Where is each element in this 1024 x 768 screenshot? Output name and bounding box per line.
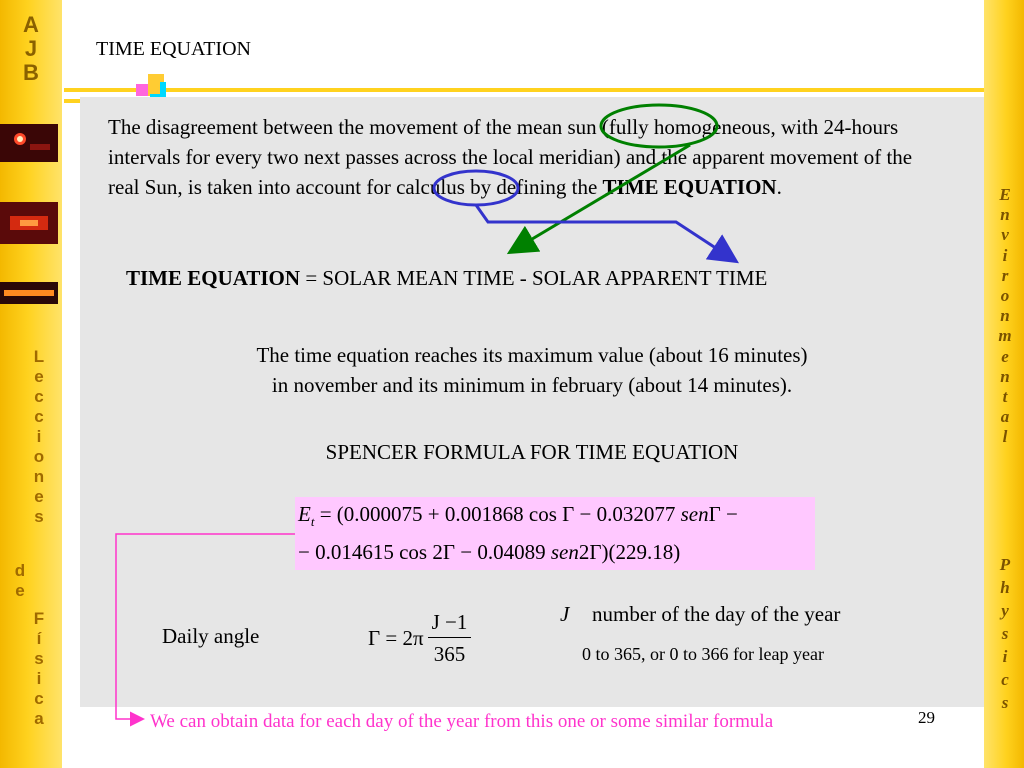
mean-sun-arrow <box>512 145 690 251</box>
j-range: 0 to 365, or 0 to 366 for leap year <box>582 644 824 664</box>
j-symbol: J <box>560 602 570 626</box>
vertical-letter: í <box>36 629 42 648</box>
formula-line-1-body: = (0.000075 + 0.001868 cos Γ − 0.032077 <box>314 502 681 526</box>
vertical-letter: a <box>1000 407 1010 427</box>
intro-bold-term: TIME EQUATION <box>602 175 777 199</box>
vertical-letter: c <box>34 407 44 426</box>
formula-line-1-end: Γ − <box>708 502 738 526</box>
spencer-formula-heading: SPENCER FORMULA FOR TIME EQUATION <box>325 440 739 464</box>
vertical-letter: i <box>36 427 42 446</box>
vertical-letter: i <box>36 669 42 688</box>
vertical-letter: n <box>1000 306 1010 326</box>
formula-sen-2: sen <box>550 540 579 564</box>
vertical-letter: m <box>998 326 1012 346</box>
vertical-letter: n <box>1000 366 1010 386</box>
vertical-letter: h <box>1000 578 1010 597</box>
vertical-letter: F <box>33 609 45 628</box>
vertical-letter: o <box>33 447 45 466</box>
daily-angle-label: Daily angle <box>162 624 260 648</box>
vertical-letter: E <box>999 185 1011 204</box>
vertical-letter: r <box>1001 265 1009 285</box>
daily-angle-lhs: Γ = 2π <box>368 626 424 650</box>
intro-period: . <box>776 175 782 199</box>
vertical-letter: e <box>1001 346 1009 366</box>
vertical-letter: s <box>1001 693 1009 712</box>
real-sun-highlight <box>434 171 518 205</box>
vertical-letter: c <box>34 387 44 406</box>
vertical-letter: d <box>14 561 26 580</box>
j-description: number of the day of the year <box>592 602 841 626</box>
vertical-letter: i <box>1002 245 1008 265</box>
vertical-letter: o <box>1000 285 1010 305</box>
formula-lhs-subscript: t <box>310 514 315 530</box>
formula-line-2-end: 2Γ)(229.18) <box>578 540 681 564</box>
vertical-letter: A <box>23 12 39 37</box>
formula-line-2-body: − 0.014615 cos 2Γ − 0.04089 <box>298 540 551 564</box>
fraction-denominator: 365 <box>433 642 466 666</box>
footnote: We can obtain data for each day of the year from this one or some similar formula <box>150 711 774 732</box>
vertical-letter: L <box>33 347 45 366</box>
vertical-letter: v <box>1001 225 1009 245</box>
vertical-letter: P <box>999 555 1011 574</box>
definition-term: TIME EQUATION <box>126 266 301 290</box>
mean-sun-highlight <box>601 105 717 147</box>
vertical-letter: B <box>23 60 39 85</box>
intro-text: The disagreement between the movement of the mean sun (fully homogeneous, with 24-hours intervals for every two next passes across the local meridian) and the apparent movement of the real Sun, is taken into account for calculus by defining the <box>108 115 913 199</box>
vertical-letter: e <box>34 487 44 506</box>
vertical-letter: c <box>34 689 44 708</box>
range-line-2: in november and its minimum in february (about 14 minutes). <box>271 373 793 397</box>
range-line-1: The time equation reaches its maximum value (about 16 minutes) <box>256 343 808 367</box>
formula-lhs: E <box>298 502 311 526</box>
vertical-letter: s <box>34 507 44 526</box>
fraction-numerator: J −1 <box>428 610 472 638</box>
vertical-letter: n <box>33 467 45 486</box>
vertical-letter: i <box>1002 647 1008 666</box>
real-sun-arrow <box>476 205 734 260</box>
formula-sen-1: sen <box>680 502 709 526</box>
vertical-letter: s <box>1001 624 1009 643</box>
vertical-letter: e <box>34 367 44 386</box>
vertical-letter: e <box>15 581 25 600</box>
footnote-bracket-arrow <box>116 534 295 719</box>
vertical-letter: s <box>34 649 44 668</box>
vertical-letter: J <box>24 36 38 61</box>
vertical-letter: a <box>34 709 44 728</box>
page-number: 29 <box>918 708 935 727</box>
vertical-letter: t <box>1002 386 1008 406</box>
vertical-letter: n <box>1000 205 1010 225</box>
slide-title: TIME EQUATION <box>96 38 251 60</box>
vertical-letter: l <box>1002 427 1008 447</box>
vertical-letter: y <box>1001 601 1009 620</box>
vertical-letter: c <box>1001 670 1009 689</box>
definition-rest: = SOLAR MEAN TIME - SOLAR APPARENT TIME <box>300 266 768 290</box>
